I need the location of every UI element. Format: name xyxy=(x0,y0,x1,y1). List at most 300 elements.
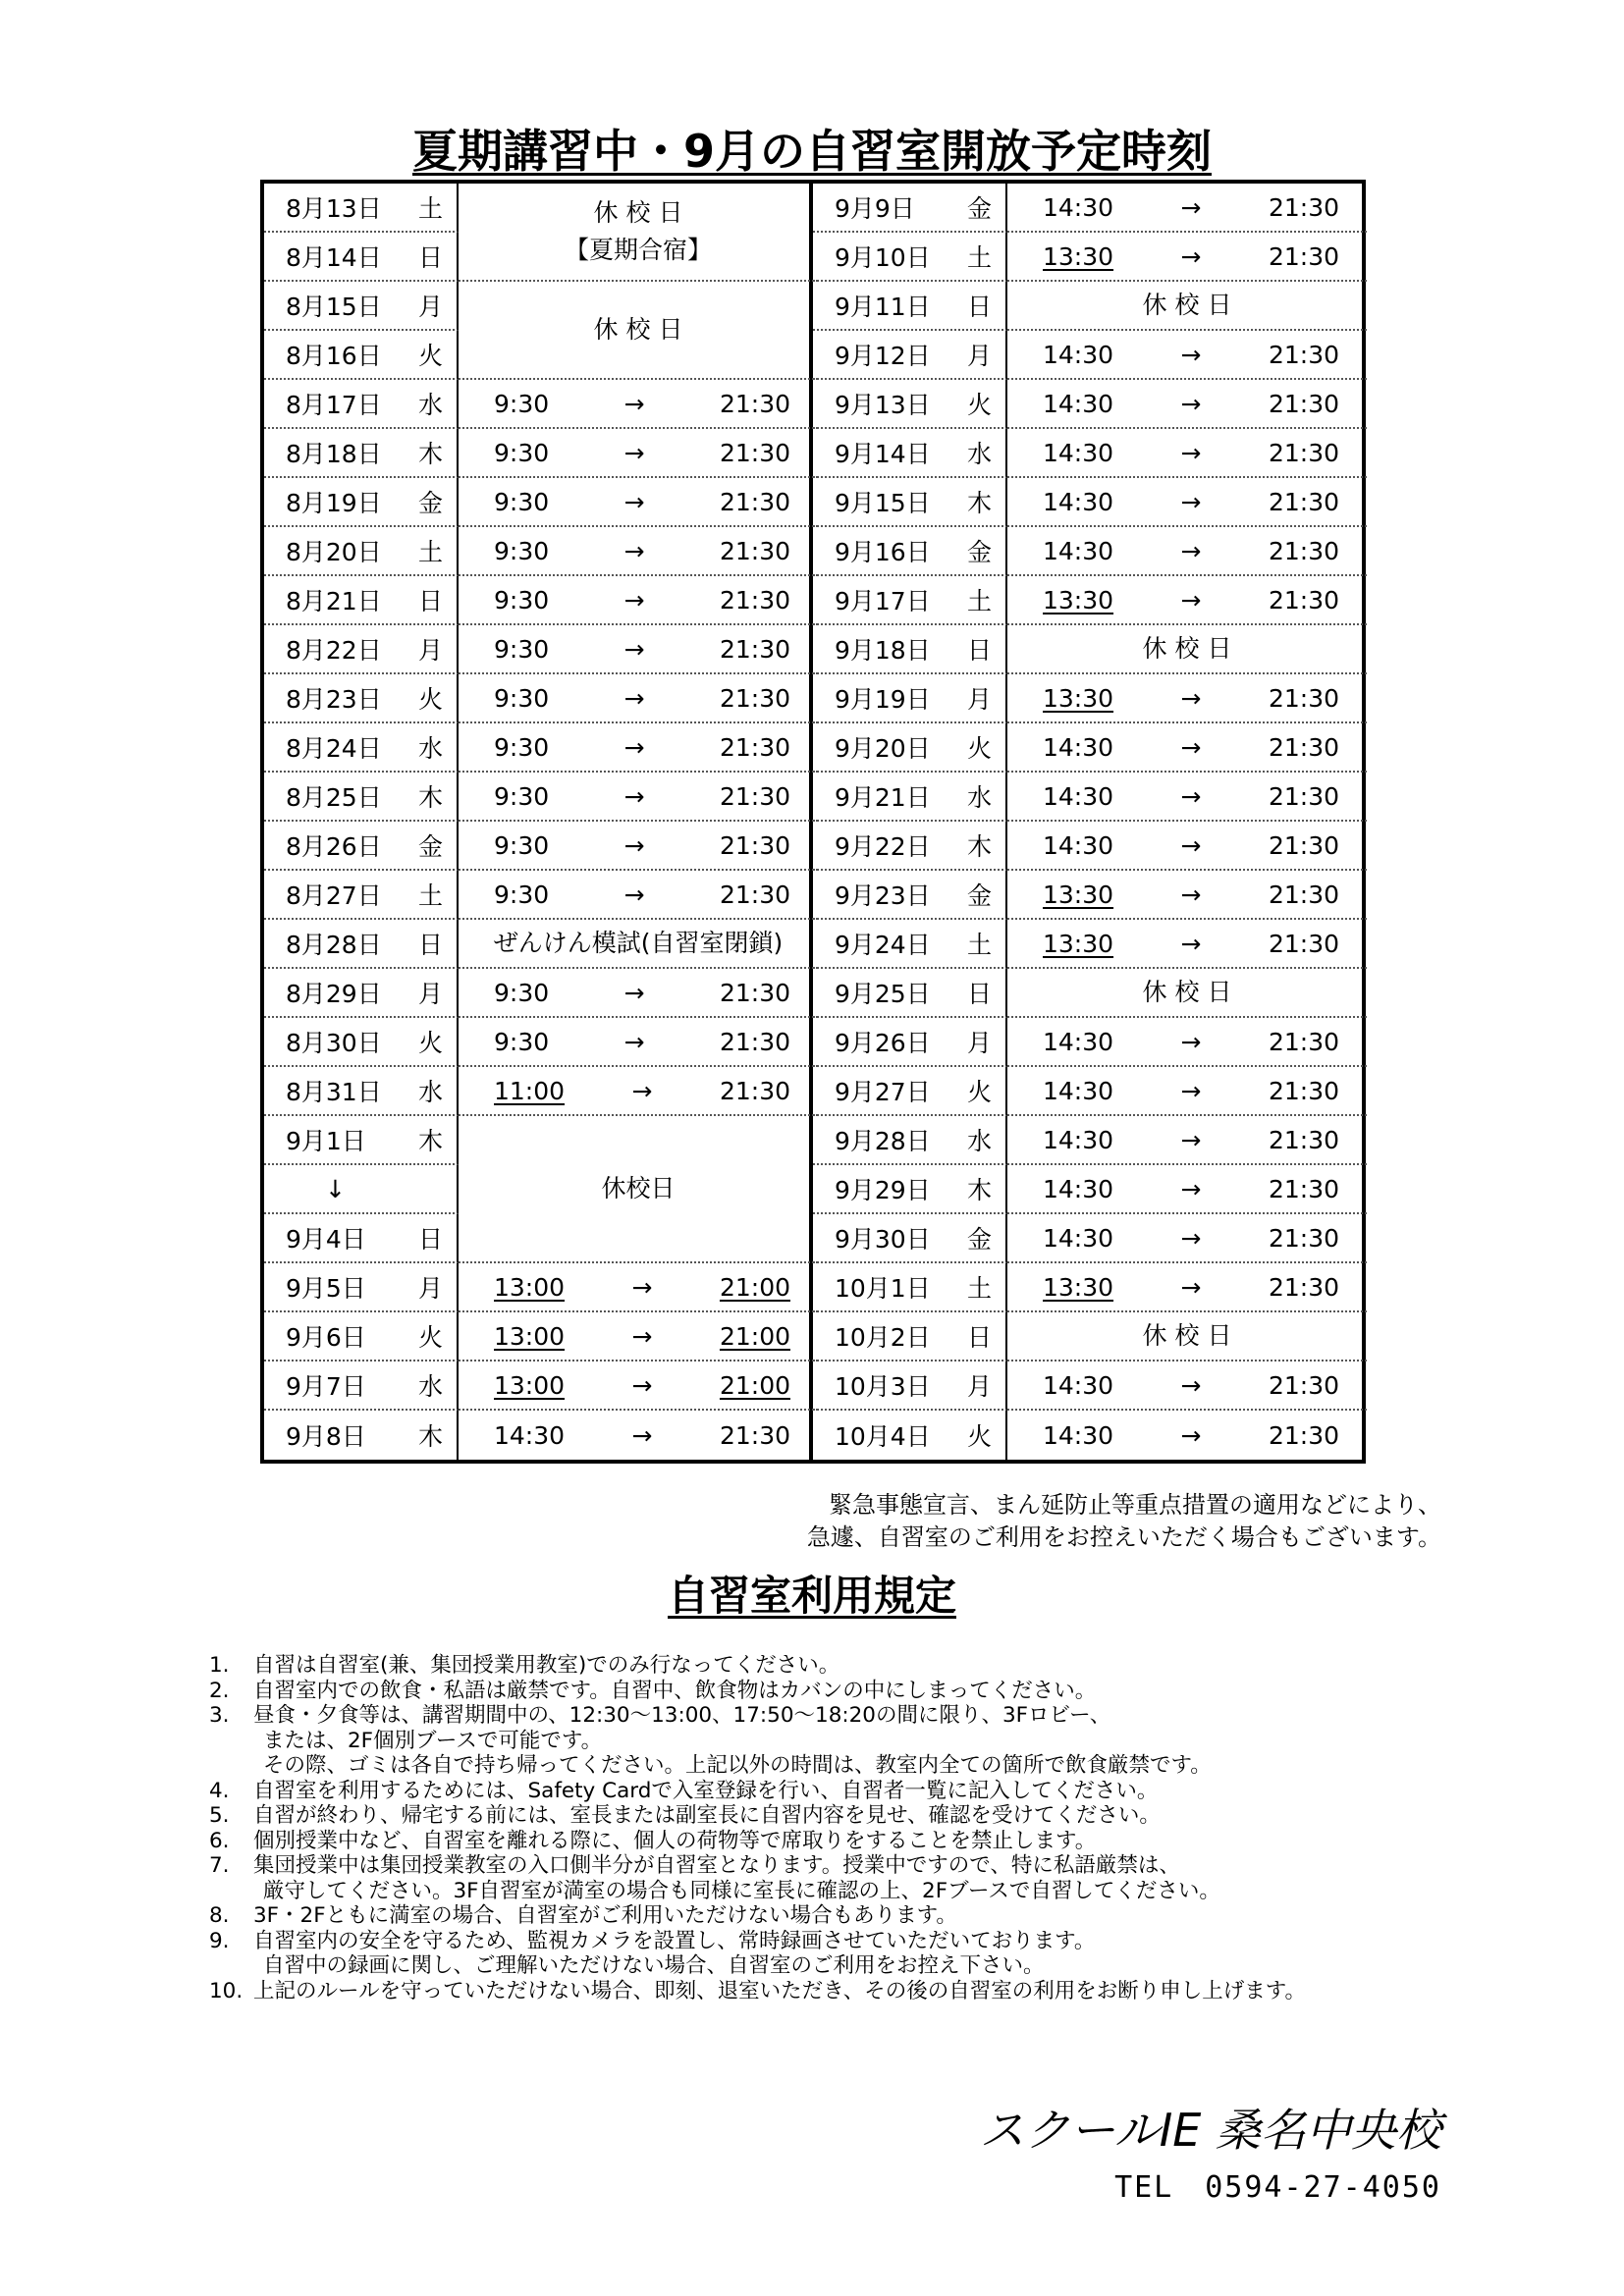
time-cell xyxy=(1007,1263,1367,1312)
start-time: 9:30 xyxy=(494,1027,550,1056)
end-time: 21:30 xyxy=(1268,1125,1339,1154)
day-label: 火 xyxy=(966,734,992,763)
rule-line: 個別授業中など、自習室を離れる際に、個人の荷物等で席取りをすることを禁止します。 xyxy=(253,1828,1097,1853)
date-cell xyxy=(264,1018,459,1067)
end-time: 21:30 xyxy=(719,438,790,467)
closed-cell xyxy=(459,184,818,282)
start-time: 14:30 xyxy=(1043,732,1114,762)
closed-cell xyxy=(459,1116,818,1263)
date-label: 8月20日 xyxy=(286,538,382,566)
start-time: 13:30 xyxy=(1043,683,1114,713)
arrow-icon: → xyxy=(1180,1027,1202,1056)
date-label: 8月19日 xyxy=(286,489,382,517)
time-cell xyxy=(1007,429,1367,478)
date-label: 8月21日 xyxy=(286,587,382,615)
date-label: 10月1日 xyxy=(835,1274,931,1303)
start-time: 9:30 xyxy=(494,732,550,762)
rule-line: 厳守してください。3F自習室が満室の場合も同様に室長に確認の上、2Fブースで自習してください。 xyxy=(263,1878,1220,1903)
date-label: 9月15日 xyxy=(835,489,931,517)
day-label: 火 xyxy=(966,1078,992,1106)
start-time: 14:30 xyxy=(1043,1027,1114,1056)
day-label: 水 xyxy=(966,783,992,812)
arrow-icon: → xyxy=(1180,1174,1202,1203)
arrow-icon: → xyxy=(1180,929,1202,958)
day-label: 土 xyxy=(966,931,992,959)
start-time: 13:00 xyxy=(494,1370,566,1400)
date-cell xyxy=(264,233,459,282)
arrow-icon: → xyxy=(1180,536,1202,565)
date-label: 9月6日 xyxy=(286,1323,366,1352)
date-cell xyxy=(813,184,1007,233)
date-cell xyxy=(813,1067,1007,1116)
rule-line: 昼食・夕食等は、講習期間中の、12:30～13:00、17:50～18:20の間に限り、3Fロビー、 xyxy=(253,1703,1111,1728)
arrow-icon: → xyxy=(1180,1125,1202,1154)
start-time: 13:30 xyxy=(1043,1272,1114,1302)
closed-cell xyxy=(459,920,818,969)
end-time: 21:30 xyxy=(1268,830,1339,860)
start-time: 14:30 xyxy=(1043,389,1114,418)
arrow-icon: → xyxy=(623,978,645,1007)
end-time: 21:30 xyxy=(719,683,790,713)
rule-item xyxy=(209,1829,1466,1854)
day-label: 木 xyxy=(966,489,992,517)
time-cell xyxy=(1007,380,1367,429)
time-cell xyxy=(459,1067,818,1116)
day-label: 金 xyxy=(966,881,992,910)
notice-line: 緊急事態宣言、まん延防止等重点措置の適用などにより、 xyxy=(829,1491,1441,1519)
date-cell xyxy=(264,1067,459,1116)
date-label: 9月22日 xyxy=(835,832,931,861)
end-time: 21:30 xyxy=(1268,781,1339,811)
date-label: 9月9日 xyxy=(835,194,915,223)
day-label: 木 xyxy=(417,783,443,812)
day-label: 月 xyxy=(966,1372,992,1401)
start-time: 14:30 xyxy=(1043,192,1114,222)
rule-line: 集団授業中は集団授業教室の入口側半分が自習室となります。授業中ですので、特に私語厳禁は、 xyxy=(253,1853,1180,1878)
closed-label: 休 校 日 xyxy=(593,198,683,227)
day-label: 火 xyxy=(966,1422,992,1451)
date-cell xyxy=(264,773,459,822)
end-time: 21:30 xyxy=(1268,438,1339,467)
start-time: 13:30 xyxy=(1043,241,1114,271)
date-cell xyxy=(264,1214,459,1263)
date-label: 9月18日 xyxy=(835,636,931,665)
time-cell xyxy=(1007,920,1367,969)
start-time: 9:30 xyxy=(494,438,550,467)
rule-number: 6. xyxy=(209,1828,230,1853)
day-label: 水 xyxy=(417,1078,443,1106)
date-label: 9月8日 xyxy=(286,1422,366,1451)
rule-item xyxy=(209,1703,1466,1779)
rule-text xyxy=(253,1929,1466,1979)
day-label: 木 xyxy=(966,832,992,861)
school-tel: TEL 0594-27-4050 xyxy=(1114,2170,1441,2205)
day-label: 日 xyxy=(417,1225,443,1254)
time-cell xyxy=(1007,1411,1367,1460)
end-time: 21:30 xyxy=(719,536,790,565)
start-time: 14:30 xyxy=(1043,1420,1114,1450)
notice-text xyxy=(807,1489,1441,1554)
day-label: 木 xyxy=(966,1176,992,1204)
date-label: 9月19日 xyxy=(835,685,931,714)
closed-cell xyxy=(1007,1312,1367,1362)
day-label: 金 xyxy=(966,1225,992,1254)
date-label: 9月23日 xyxy=(835,881,931,910)
day-label: 日 xyxy=(417,587,443,615)
date-label: 9月20日 xyxy=(835,734,931,763)
rule-number: 7. xyxy=(209,1853,230,1878)
closed-label: 休校日 xyxy=(601,1174,676,1202)
end-time: 21:30 xyxy=(719,585,790,614)
rule-item xyxy=(209,1929,1466,1979)
arrow-icon: → xyxy=(623,487,645,516)
arrow-icon: → xyxy=(623,438,645,467)
date-label: 9月26日 xyxy=(835,1029,931,1057)
date-cell xyxy=(813,1312,1007,1362)
date-label: 8月18日 xyxy=(286,440,382,468)
day-label: 火 xyxy=(417,342,443,370)
end-time: 21:30 xyxy=(719,1076,790,1105)
day-label: 火 xyxy=(417,1029,443,1057)
day-label: 火 xyxy=(417,1323,443,1352)
end-time: 21:30 xyxy=(1268,732,1339,762)
time-cell xyxy=(459,380,818,429)
date-label: 9月4日 xyxy=(286,1225,366,1254)
rule-item xyxy=(209,1853,1466,1903)
arrow-icon: → xyxy=(1180,585,1202,614)
day-label: 金 xyxy=(966,194,992,223)
rule-line: 自習が終わり、帰宅する前には、室長または副室長に自習内容を見せ、確認を受けてください。 xyxy=(253,1803,1161,1828)
arrow-icon: → xyxy=(1180,830,1202,860)
date-cell xyxy=(813,822,1007,871)
date-cell xyxy=(264,1116,459,1165)
date-cell xyxy=(813,969,1007,1018)
date-label: 8月27日 xyxy=(286,881,382,910)
date-cell xyxy=(813,920,1007,969)
closed-cell xyxy=(1007,969,1367,1018)
day-label: 水 xyxy=(417,734,443,763)
date-label: 9月11日 xyxy=(835,293,931,321)
rule-text xyxy=(253,1679,1466,1704)
rule-number: 2. xyxy=(209,1678,230,1703)
end-time: 21:30 xyxy=(1268,1076,1339,1105)
start-time: 9:30 xyxy=(494,536,550,565)
rule-text xyxy=(253,1779,1466,1804)
rule-line: 自習室を利用するためには、Safety Cardで入室登録を行い、自習者一覧に記入してください。 xyxy=(253,1778,1159,1803)
date-cell xyxy=(264,1165,459,1214)
date-cell xyxy=(813,625,1007,674)
time-cell xyxy=(1007,184,1367,233)
rule-text xyxy=(253,1829,1466,1854)
end-time: 21:30 xyxy=(1268,241,1339,271)
day-label: 水 xyxy=(966,440,992,468)
end-time: 21:30 xyxy=(719,389,790,418)
arrow-icon: → xyxy=(1180,389,1202,418)
date-cell xyxy=(813,1411,1007,1460)
time-cell xyxy=(459,527,818,576)
start-time: 9:30 xyxy=(494,585,550,614)
rule-line: 3F・2Fともに満室の場合、自習室がご利用いただけない場合もあります。 xyxy=(253,1903,957,1928)
day-label: 月 xyxy=(966,1029,992,1057)
rule-number: 9. xyxy=(209,1928,230,1953)
arrow-icon: → xyxy=(1180,438,1202,467)
start-time: 14:30 xyxy=(1043,438,1114,467)
closed-label: 休 校 日 xyxy=(1142,291,1232,319)
end-time: 21:30 xyxy=(719,781,790,811)
rule-text xyxy=(253,1979,1466,2004)
rule-item xyxy=(209,1903,1466,1929)
date-label: 10月2日 xyxy=(835,1323,931,1352)
start-time: 13:30 xyxy=(1043,929,1114,958)
rule-text xyxy=(253,1803,1466,1829)
rule-text xyxy=(253,1853,1466,1903)
time-cell xyxy=(459,674,818,723)
schedule-table xyxy=(260,180,1366,1464)
closed-label: 休 校 日 xyxy=(1142,978,1232,1006)
rule-text xyxy=(253,1903,1466,1929)
day-label: 月 xyxy=(417,980,443,1008)
start-time: 9:30 xyxy=(494,880,550,909)
end-time: 21:00 xyxy=(719,1370,790,1400)
date-cell xyxy=(813,1018,1007,1067)
end-time: 21:30 xyxy=(1268,1223,1339,1253)
day-label: 日 xyxy=(417,243,443,272)
date-cell xyxy=(264,969,459,1018)
date-label: 9月10日 xyxy=(835,243,931,272)
time-cell xyxy=(459,1263,818,1312)
rules-title: 自習室利用規定 xyxy=(667,1572,956,1620)
start-time: 14:30 xyxy=(1043,536,1114,565)
day-label: 木 xyxy=(417,1422,443,1451)
time-cell xyxy=(1007,576,1367,625)
arrow-icon: → xyxy=(1180,1420,1202,1450)
date-cell xyxy=(264,429,459,478)
time-cell xyxy=(1007,674,1367,723)
start-time: 14:30 xyxy=(1043,1125,1114,1154)
end-time: 21:30 xyxy=(1268,880,1339,909)
date-cell xyxy=(264,920,459,969)
date-label: 9月5日 xyxy=(286,1274,366,1303)
date-label: 8月31日 xyxy=(286,1078,382,1106)
rule-item xyxy=(209,1779,1466,1804)
date-cell xyxy=(264,1263,459,1312)
date-cell xyxy=(813,380,1007,429)
date-label: 9月25日 xyxy=(835,980,931,1008)
time-cell xyxy=(459,773,818,822)
date-label: 8月25日 xyxy=(286,783,382,812)
notice-line: 急遽、自習室のご利用をお控えいただく場合もございます。 xyxy=(806,1523,1441,1551)
arrow-icon: → xyxy=(1180,192,1202,222)
time-cell xyxy=(1007,478,1367,527)
time-cell xyxy=(1007,1214,1367,1263)
date-label: 9月14日 xyxy=(835,440,931,468)
arrow-icon: → xyxy=(631,1370,653,1400)
rule-line: 自習中の録画に関し、ご理解いただけない場合、自習室のご利用をお控え下さい。 xyxy=(263,1953,1045,1978)
start-time: 14:30 xyxy=(1043,781,1114,811)
end-time: 21:30 xyxy=(719,634,790,664)
date-cell xyxy=(264,331,459,380)
date-cell xyxy=(813,429,1007,478)
date-cell xyxy=(264,380,459,429)
rule-number: 4. xyxy=(209,1778,230,1803)
date-cell xyxy=(264,576,459,625)
date-label: 9月24日 xyxy=(835,931,931,959)
date-cell xyxy=(264,1411,459,1460)
start-time: 9:30 xyxy=(494,781,550,811)
closed-label: 休 校 日 xyxy=(1142,1321,1232,1350)
date-label: 9月12日 xyxy=(835,342,931,370)
rule-number: 1. xyxy=(209,1653,230,1678)
date-cell xyxy=(813,773,1007,822)
start-time: 14:30 xyxy=(1043,1174,1114,1203)
end-time: 21:30 xyxy=(1268,536,1339,565)
arrow-icon: → xyxy=(623,634,645,664)
rule-item xyxy=(209,1653,1466,1679)
end-time: 21:30 xyxy=(719,487,790,516)
end-time: 21:30 xyxy=(719,978,790,1007)
arrow-icon: → xyxy=(631,1076,653,1105)
end-time: 21:30 xyxy=(1268,1370,1339,1400)
closed-label: 休 校 日 xyxy=(593,315,683,344)
time-cell xyxy=(459,1018,818,1067)
end-time: 21:30 xyxy=(1268,487,1339,516)
time-cell xyxy=(459,429,818,478)
day-label: 土 xyxy=(417,194,443,223)
time-cell xyxy=(459,1362,818,1411)
day-label: 月 xyxy=(417,636,443,665)
time-cell xyxy=(1007,527,1367,576)
rule-item xyxy=(209,1803,1466,1829)
rule-line: または、2F個別ブースで可能です。 xyxy=(263,1728,603,1753)
date-cell xyxy=(813,1116,1007,1165)
arrow-icon: → xyxy=(623,732,645,762)
date-cell xyxy=(264,674,459,723)
day-label: 土 xyxy=(417,538,443,566)
date-cell xyxy=(264,527,459,576)
time-cell xyxy=(459,723,818,773)
day-label: 火 xyxy=(966,391,992,419)
day-label: 金 xyxy=(417,489,443,517)
end-time: 21:30 xyxy=(1268,1174,1339,1203)
date-cell xyxy=(813,871,1007,920)
date-cell xyxy=(813,233,1007,282)
closed-label: ぜんけん模試(自習室閉鎖) xyxy=(493,929,784,957)
start-time: 9:30 xyxy=(494,634,550,664)
start-time: 13:30 xyxy=(1043,585,1114,614)
schedule-title: 夏期講習中・9月の自習室開放予定時刻 xyxy=(411,125,1212,178)
date-cell xyxy=(264,184,459,233)
date-label: 9月27日 xyxy=(835,1078,931,1106)
time-cell xyxy=(1007,822,1367,871)
arrow-icon: → xyxy=(623,585,645,614)
day-label: 日 xyxy=(966,293,992,321)
day-label: 日 xyxy=(966,636,992,665)
end-time: 21:00 xyxy=(719,1272,790,1302)
day-label: 金 xyxy=(417,832,443,861)
date-label: ↓ xyxy=(325,1174,346,1203)
start-time: 13:30 xyxy=(1043,880,1114,909)
day-label: 日 xyxy=(417,931,443,959)
day-label: 土 xyxy=(417,881,443,910)
start-time: 13:00 xyxy=(494,1272,566,1302)
arrow-icon: → xyxy=(631,1321,653,1351)
arrow-icon: → xyxy=(623,536,645,565)
time-cell xyxy=(1007,1018,1367,1067)
day-label: 土 xyxy=(966,1274,992,1303)
day-label: 水 xyxy=(966,1127,992,1155)
closed-cell xyxy=(459,282,818,380)
date-label: 10月4日 xyxy=(835,1422,931,1451)
day-label: 土 xyxy=(966,243,992,272)
start-time: 14:30 xyxy=(1043,340,1114,369)
date-cell xyxy=(813,723,1007,773)
schedule-left-half xyxy=(264,184,813,1460)
end-time: 21:30 xyxy=(1268,683,1339,713)
time-cell xyxy=(1007,773,1367,822)
start-time: 9:30 xyxy=(494,830,550,860)
date-cell xyxy=(813,1263,1007,1312)
closed-label: 休 校 日 xyxy=(1142,634,1232,663)
day-label: 木 xyxy=(417,440,443,468)
closed-cell xyxy=(1007,625,1367,674)
date-cell xyxy=(813,576,1007,625)
time-cell xyxy=(1007,331,1367,380)
time-cell xyxy=(1007,871,1367,920)
day-label: 水 xyxy=(417,391,443,419)
rule-number: 10. xyxy=(209,1978,244,2003)
rules-list xyxy=(209,1653,1466,2003)
time-cell xyxy=(459,969,818,1018)
end-time: 21:30 xyxy=(719,732,790,762)
date-cell xyxy=(813,674,1007,723)
date-cell xyxy=(264,478,459,527)
start-time: 14:30 xyxy=(1043,1223,1114,1253)
time-cell xyxy=(459,478,818,527)
date-label: 9月17日 xyxy=(835,587,931,615)
date-cell xyxy=(264,723,459,773)
start-time: 9:30 xyxy=(494,683,550,713)
start-time: 14:30 xyxy=(494,1420,566,1450)
arrow-icon: → xyxy=(1180,241,1202,271)
closed-label: 【夏期合宿】 xyxy=(564,236,712,264)
day-label: 月 xyxy=(966,685,992,714)
rule-line: その際、ゴミは各自で持ち帰ってください。上記以外の時間は、教室内全ての箇所で飲食厳禁です。 xyxy=(263,1753,1212,1778)
date-label: 9月28日 xyxy=(835,1127,931,1155)
start-time: 13:00 xyxy=(494,1321,566,1351)
time-cell xyxy=(459,822,818,871)
rule-text xyxy=(253,1703,1466,1779)
date-label: 8月24日 xyxy=(286,734,382,763)
date-label: 9月29日 xyxy=(835,1176,931,1204)
day-label: 月 xyxy=(417,293,443,321)
date-label: 10月3日 xyxy=(835,1372,931,1401)
start-time: 9:30 xyxy=(494,389,550,418)
end-time: 21:30 xyxy=(1268,389,1339,418)
time-cell xyxy=(459,871,818,920)
date-cell xyxy=(264,625,459,674)
rule-line: 自習室内の安全を守るため、監視カメラを設置し、常時録画させていただいております。 xyxy=(253,1928,1096,1953)
date-cell xyxy=(813,527,1007,576)
date-label: 9月16日 xyxy=(835,538,931,566)
closed-cell xyxy=(1007,282,1367,331)
end-time: 21:30 xyxy=(1268,192,1339,222)
end-time: 21:30 xyxy=(1268,1272,1339,1302)
time-cell xyxy=(1007,1067,1367,1116)
time-cell xyxy=(1007,723,1367,773)
date-label: 8月22日 xyxy=(286,636,382,665)
date-label: 8月13日 xyxy=(286,194,382,223)
date-label: 8月23日 xyxy=(286,685,382,714)
